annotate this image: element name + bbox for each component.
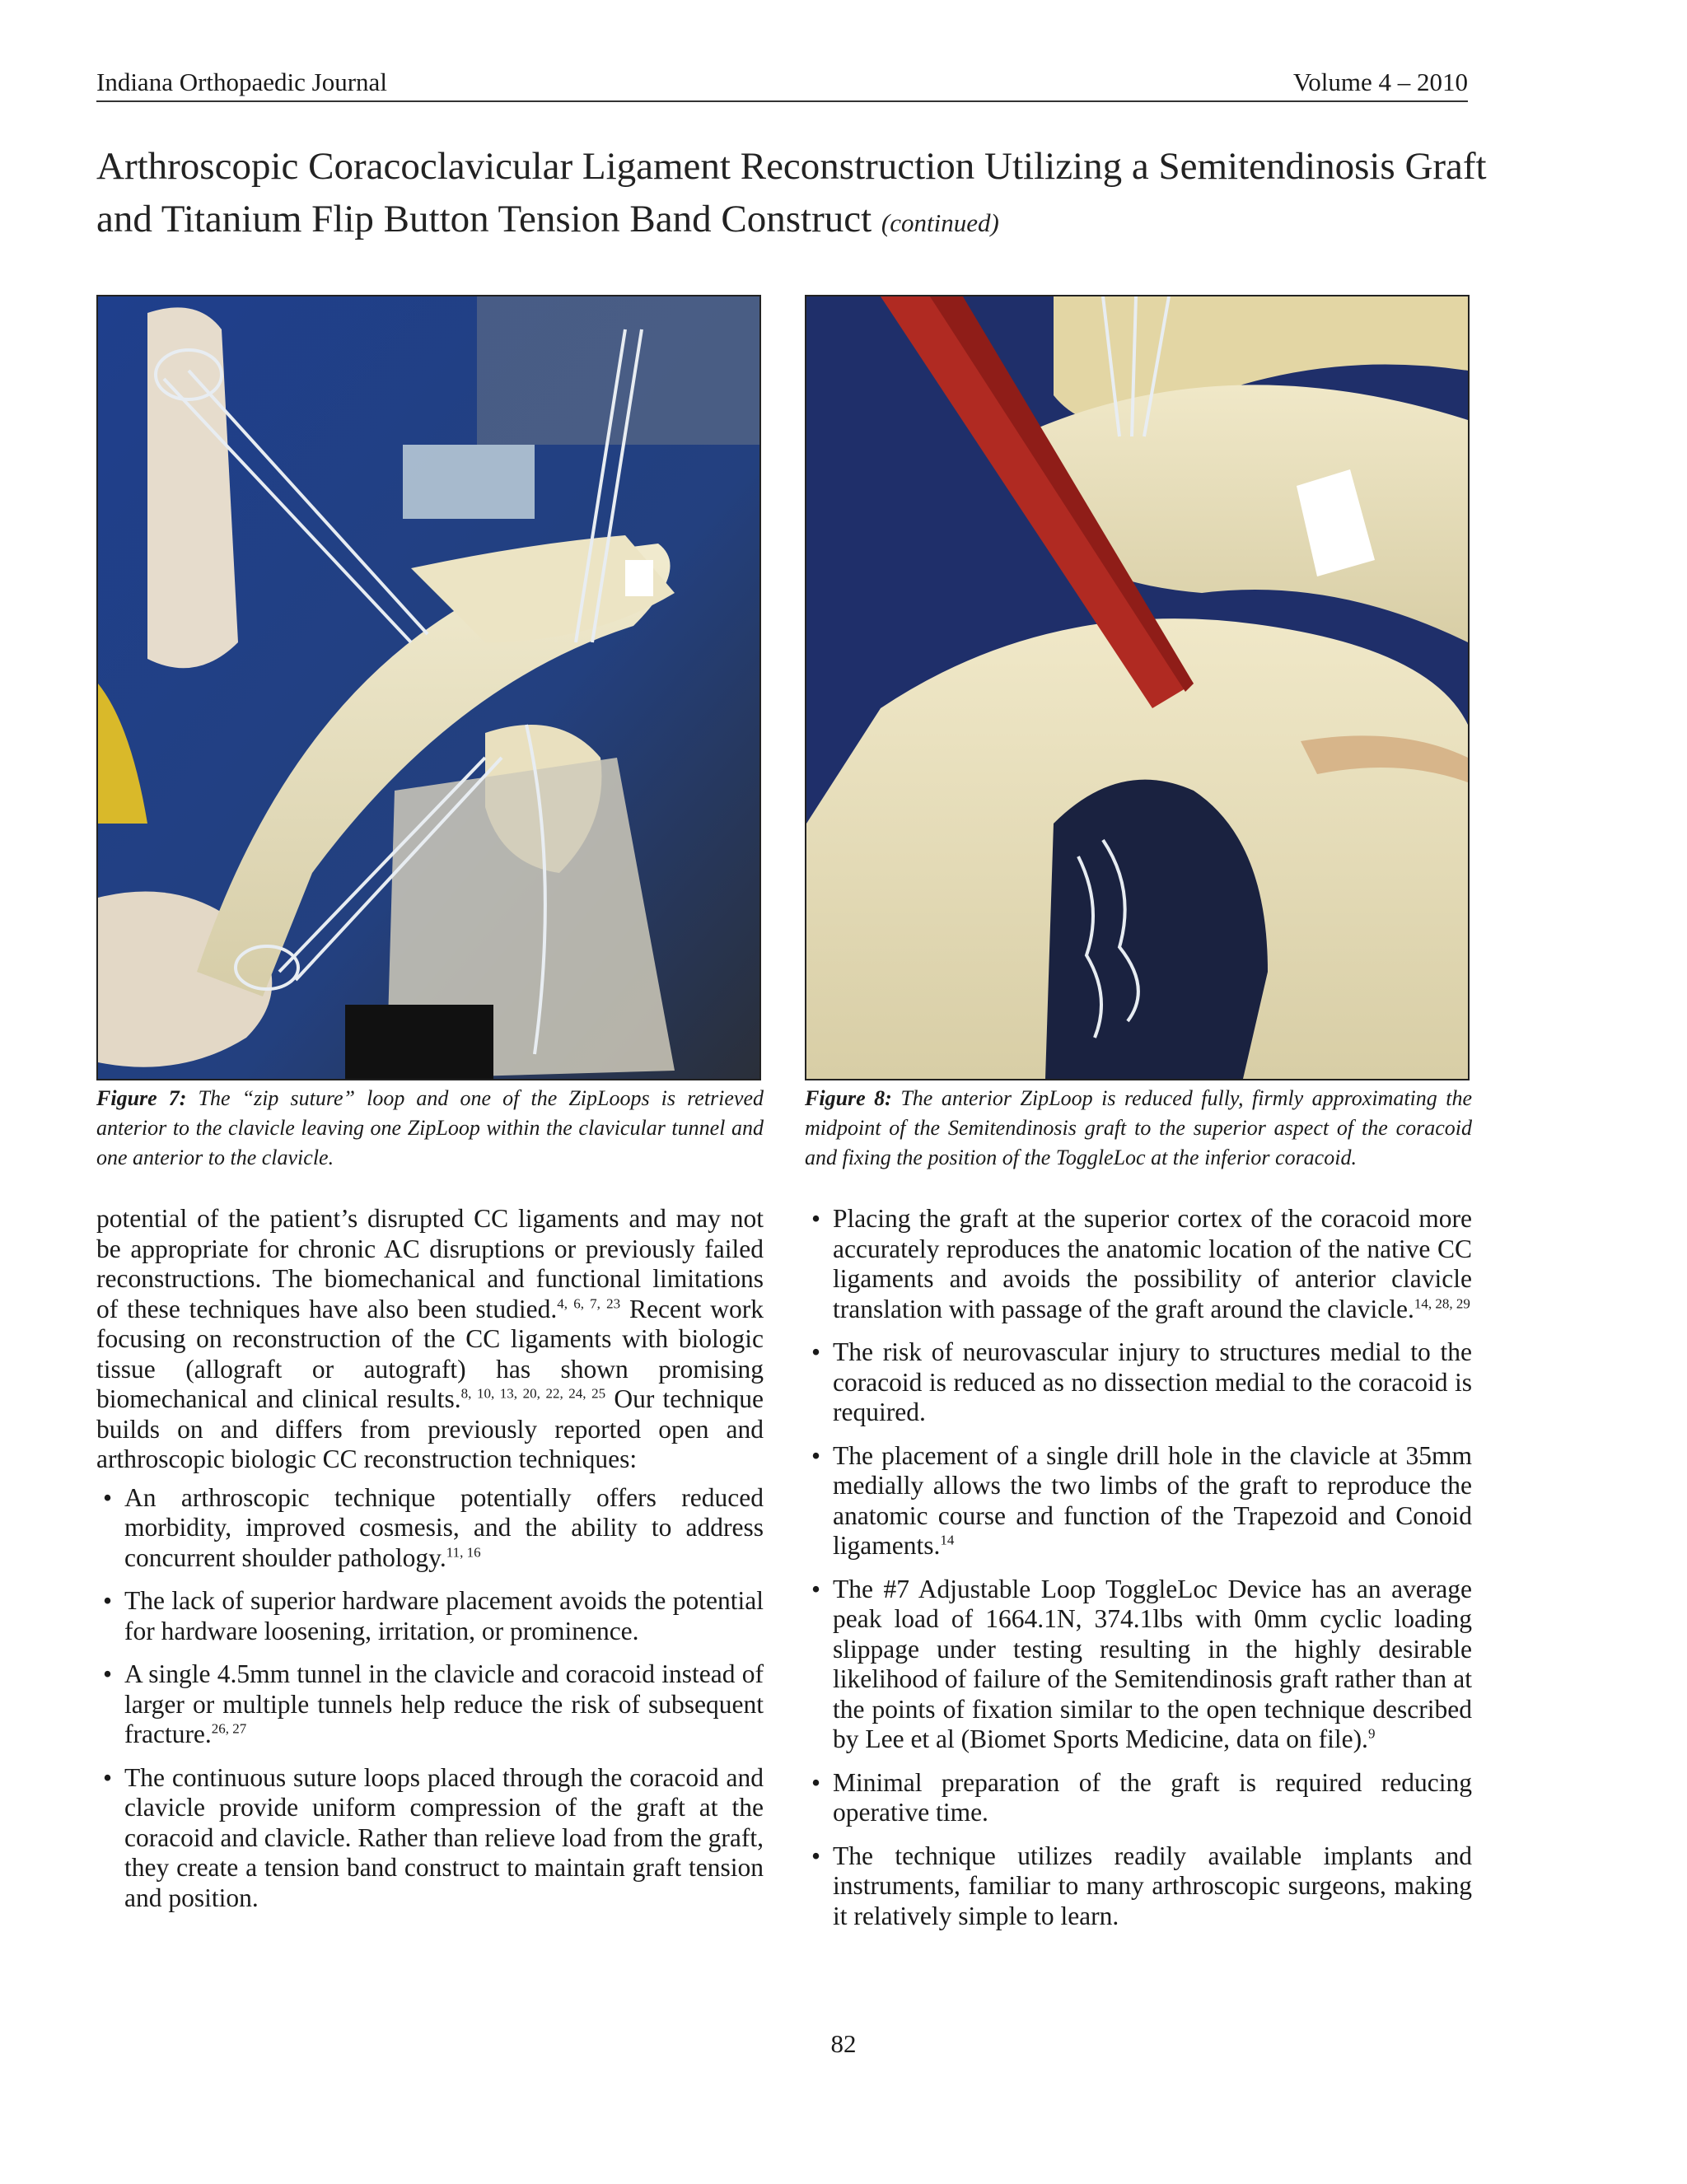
list-item-text: Minimal preparation of the graft is required reducing operative time. (833, 1767, 1472, 1827)
citation-ref: 4, 6, 7, 23 (557, 1295, 621, 1311)
list-item-text: The #7 Adjustable Loop ToggleLoc Device has an average peak load of 1664.1N, 374.1lbs with 0mm cyclic loading slippage under testing resulting in the highly desirable likelihood of failure of the Semitendinosis graft rather than at the points of fixation similar to the open technique described by Lee et al (Biomet Sports Medicine, data on file). (833, 1574, 1472, 1753)
citation-ref: 26, 27 (211, 1720, 247, 1737)
article-title (96, 140, 1497, 250)
citation-ref: 9 (1367, 1725, 1376, 1742)
running-header (96, 64, 1468, 102)
citation-ref: 11, 16 (446, 1544, 481, 1560)
volume-year: Volume 4 – 2010 (1292, 68, 1468, 96)
list-item-text: An arthroscopic technique potentially offers reduced morbidity, improved cosmesis, and the ability to address concurrent shoulder pathology. (124, 1482, 764, 1572)
list-item (805, 1441, 1472, 1561)
citation-ref: 8, 10, 13, 20, 22, 24, 25 (460, 1385, 606, 1402)
continued-note: (continued) (881, 208, 999, 237)
list-item-text: A single 4.5mm tunnel in the clavicle and coracoid instead of larger or multiple tunnels help reduce the risk of subsequent fracture. (124, 1659, 764, 1748)
list-item (96, 1483, 764, 1574)
list-item (805, 1841, 1472, 1932)
list-item (805, 1337, 1472, 1428)
paragraph-text-3: Our technique builds on and differs from previously reported open and arthroscopic biologic CC reconstruction techniques: (96, 1384, 764, 1473)
list-item (96, 1763, 764, 1914)
list-item (96, 1659, 764, 1750)
citation-ref: 14 (940, 1532, 955, 1548)
figure-7-illustration (98, 296, 759, 1079)
list-item-text: The lack of superior hardware placement avoids the potential for hardware loosening, irritation, or prominence. (124, 1586, 764, 1645)
paragraph-text-2: Recent work focusing on reconstruction of the CC ligaments with biologic tissue (allograft or autograft) has shown promising biomechanical and clinical results. (96, 1294, 764, 1413)
left-column (96, 1204, 764, 1926)
citation-ref: 14, 28, 29 (1414, 1295, 1470, 1311)
figure-7-label: Figure 7: (96, 1086, 187, 1110)
figure-7-caption (96, 1084, 764, 1173)
list-item-text: The risk of neurovascular injury to structures medial to the coracoid is reduced as no dissection medial to the coracoid is required. (833, 1337, 1472, 1426)
article-title-text: Arthroscopic Coracoclavicular Ligament Reconstruction Utilizing a Semitendinosis Graft and Titanium Flip Button Tension Band Construct (96, 145, 1487, 240)
advantages-list-right (805, 1204, 1472, 1931)
list-item (805, 1204, 1472, 1324)
list-item (805, 1768, 1472, 1828)
list-item-text: The continuous suture loops placed through the coracoid and clavicle provide uniform compression of the graft at the coracoid and clavicle. Rather than relieve load from the graft, they create a tension band construct to maintain graft tension and position. (124, 1762, 764, 1912)
journal-name: Indiana Orthopaedic Journal (96, 68, 387, 96)
list-item-text: The placement of a single drill hole in the clavicle at 35mm medially allows the two limbs of the graft to reproduce the anatomic course and function of the Trapezoid and Conoid ligaments. (833, 1440, 1472, 1560)
list-item-text: The technique utilizes readily available implants and instruments, familiar to many arthroscopic surgeons, making it relatively simple to learn. (833, 1841, 1472, 1930)
page-number: 82 (830, 2029, 857, 2058)
list-item (96, 1586, 764, 1646)
figure-8-caption-text: The anterior ZipLoop is reduced fully, firmly approximating the midpoint of the Semitendinosis graft to the superior aspect of the coracoid and fixing the position of the ToggleLoc at the inferior coracoid. (805, 1086, 1473, 1169)
figure-8-label: Figure 8: (805, 1086, 892, 1110)
figure-7-caption-text: The “zip suture” loop and one of the ZipLoops is retrieved anterior to the clavicle leaving one ZipLoop within the clavicular tunnel and one anterior to the clavicle. (96, 1086, 764, 1169)
body-paragraph (96, 1204, 764, 1475)
list-item-text: Placing the graft at the superior cortex of the coracoid more accurately reproduces the anatomic location of the native CC ligaments and avoids the possibility of anterior clavicle translation with passage of the graft around the clavicle. (833, 1204, 1472, 1323)
right-column (805, 1204, 1472, 1944)
figure-7-image (96, 295, 761, 1080)
figure-8-caption (805, 1084, 1472, 1173)
list-item (805, 1575, 1472, 1755)
advantages-list-left (96, 1483, 764, 1914)
paragraph-text-1: potential of the patient’s disrupted CC ligaments and may not be appropriate for chronic AC disruptions or previously failed reconstructions. The biomechanical and functional limitations of these techniques have also been studied. (96, 1204, 764, 1323)
figure-8-illustration (806, 296, 1468, 1079)
figure-8-image (805, 295, 1470, 1080)
